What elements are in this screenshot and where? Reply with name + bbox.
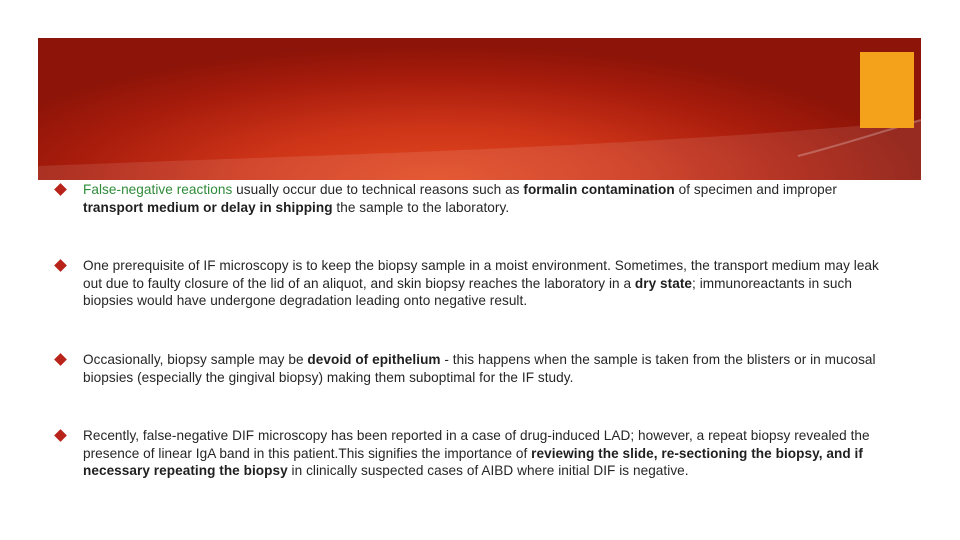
- text-segment: usually occur due to technical reasons such as: [232, 182, 524, 197]
- header-banner: [38, 38, 921, 180]
- diamond-bullet-icon: [54, 183, 67, 196]
- text-segment: ; immunoreactants in such biopsies would have undergone degradation leading onto negative result.: [83, 275, 852, 308]
- bullet-text: [83, 427, 889, 480]
- banner-swoosh-decoration: [38, 38, 921, 180]
- text-segment: Occasionally, biopsy sample may be: [83, 352, 308, 367]
- text-segment-bold: transport medium or delay in shipping: [83, 199, 333, 215]
- text-segment: - this happens when the sample is taken from the blisters or in mucosal biopsies (especially the gingival biopsy) making them suboptimal for the IF study.: [83, 352, 876, 385]
- text-segment-bold: reviewing the slide, re-sectioning the biopsy, and if necessary repeating the biopsy: [83, 445, 863, 478]
- text-segment: in clinically suspected cases of AIBD where initial DIF is negative.: [287, 463, 689, 478]
- text-segment: the sample to the laboratory.: [332, 199, 510, 215]
- accent-block: [860, 52, 914, 128]
- diamond-bullet-icon: [54, 353, 67, 366]
- bullet-text: [83, 351, 889, 386]
- diamond-bullet-icon: [54, 429, 67, 442]
- text-segment: of specimen and improper: [674, 182, 837, 197]
- text-segment: Recently, false-negative DIF microscopy has been reported in a case of drug-induced LAD; however, a repeat biopsy revealed the presence of linear IgA band in this patient.This signifies the importance of: [83, 428, 870, 461]
- text-segment-bold: devoid of epithelium: [307, 352, 441, 367]
- bullet-text: [83, 181, 889, 216]
- text-segment-bold: formalin contamination: [523, 182, 675, 197]
- bullet-text: [83, 257, 889, 310]
- text-segment-bold: dry state: [634, 275, 693, 291]
- diamond-bullet-icon: [54, 259, 67, 272]
- text-segment: One prerequisite of IF microscopy is to keep the biopsy sample in a moist environment. Sometimes, the transport medium may leak out due to faulty closure of the lid of an aliquot, and skin biopsy reaches the laboratory in a: [83, 258, 879, 291]
- text-segment-highlight: False-negative reactions: [83, 182, 233, 197]
